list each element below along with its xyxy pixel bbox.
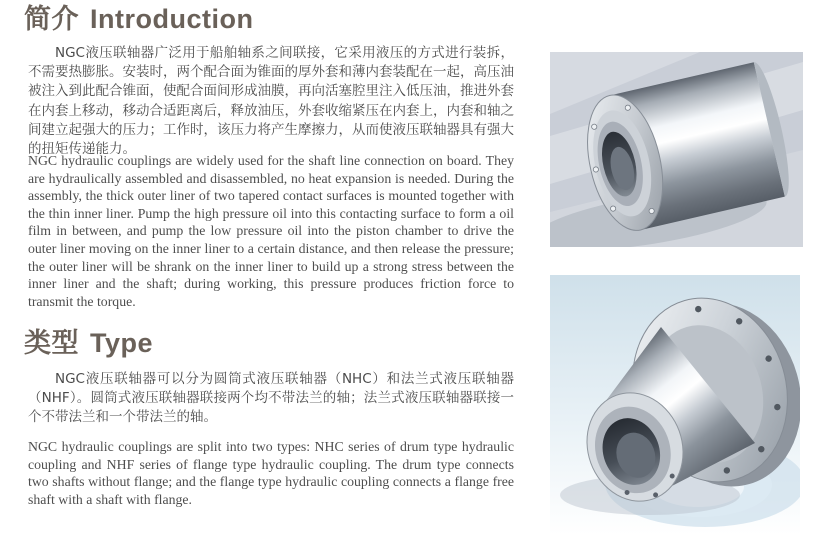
introduction-paragraph-chinese: NGC液压联轴器广泛用于船舶轴系之间联接，它采用液压的方式进行装拆，不需要热膨胀。安装时，两个配合面为锥面的厚外套和薄内套装配在一起，高压油被注入到此配合锥面，使配合面间形成油膜，再向活塞腔里注入低压油，推进外套在内套上移动，移动合适距离后，释放油压，外套收缩紧压在内套上，内套和轴之间建立起强大的压力；工作时，该压力将产生摩擦力，从而使液压联轴器具有强大的扭矩传递能力。 [28,45,514,158]
heading-introduction-en: Introduction [90,4,254,34]
type-paragraph-chinese: NGC液压联轴器可以分为圆筒式液压联轴器（NHC）和法兰式液压联轴器（NHF）。圆筒式液压联轴器联接两个均不带法兰的轴；法兰式液压联轴器联接一个不带法兰和一个带法兰的轴。 [28,371,514,426]
type-paragraph-english: NGC hydraulic couplings are split into two types: NHC series of drum type hydraulic coupling and NHF series of flange type hydraulic coupling. The drum type connects two shafts without flange; and the flange type hydraulic coupling connects a flange free shaft with a shaft with flange. [28,439,514,507]
drum-coupling-render [550,52,803,247]
heading-introduction-zh: 简介 [24,4,79,34]
drum-type-coupling-image [550,52,803,247]
heading-type-zh: 类型 [24,328,79,358]
introduction-paragraph-english: NGC hydraulic couplings are widely used for the shaft line connection on board. They are hydraulically assembled and disassembled, no heat expansion is needed. During the assembly, the thick outer liner of two tapered contact surfaces is mounted together with the thin inner liner. Pump the high pressure oil into this contacting surface to form a oil film in between, and pump the low pressure oil into the piston chamber to drive the outer liner moving on the inner liner to a certain distance, and then release the pressure; the outer liner will be shrank on the inner liner to build up a strong stress between the inner liner and the shaft; during working, this pressure produces friction force to transmit the torque. [28,153,514,309]
flange-coupling-render [550,275,800,535]
section-heading-type [24,326,153,360]
section-heading-introduction [24,2,253,36]
flange-type-coupling-image [550,275,800,535]
heading-type-en: Type [90,328,154,358]
